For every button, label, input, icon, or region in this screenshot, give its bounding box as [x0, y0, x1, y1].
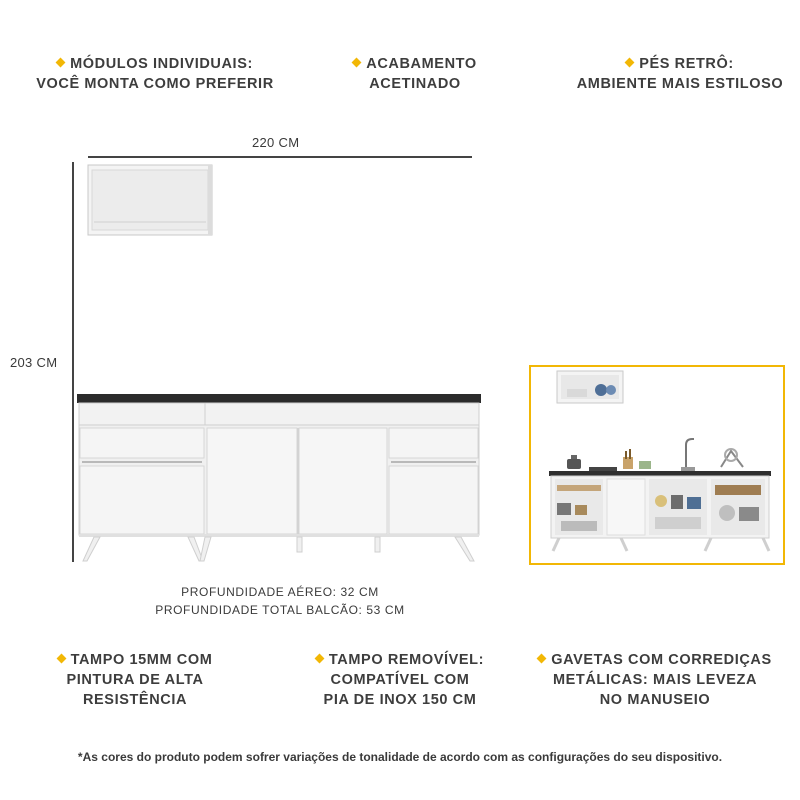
ambient-photo	[529, 365, 785, 565]
feature-tampo-removivel-line-2: COMPATÍVEL COM	[330, 672, 470, 688]
feature-modulos-line-2: VOCÊ MONTA COMO PREFERIR	[36, 76, 274, 92]
feature-gavetas-line-1: GAVETAS COM CORREDIÇAS	[551, 652, 772, 668]
feature-tampo-15mm-line-2: PINTURA DE ALTA	[66, 672, 204, 688]
feature-acabamento-line-1: ACABAMENTO	[366, 56, 477, 72]
wall-cabinet	[88, 165, 212, 235]
diamond-bullet-icon	[537, 654, 547, 664]
retro-legs	[83, 537, 474, 561]
door-right	[299, 428, 387, 534]
color-disclaimer: *As cores do produto podem sofrer variações de tonalidade de acordo com as configurações do seu dispositivo.	[77, 750, 723, 764]
feature-tampo-15mm	[30, 650, 240, 710]
feature-modulos-line-1: MÓDULOS INDIVIDUAIS:	[70, 56, 253, 72]
drawer-right-top	[389, 428, 478, 458]
depth-info	[130, 583, 430, 619]
feature-tampo-removivel-line-1: TAMPO REMOVÍVEL:	[328, 652, 485, 668]
feature-tampo-15mm-line-3: RESISTÊNCIA	[82, 692, 188, 708]
width-label: 220 CM	[252, 135, 300, 150]
drawer-right-bottom	[389, 466, 478, 534]
diamond-bullet-icon	[314, 654, 324, 664]
door-left	[207, 428, 297, 534]
feature-tampo-15mm-line-1: TAMPO 15MM COM	[70, 652, 213, 668]
drawer-left-top	[80, 428, 204, 458]
feature-gavetas-line-2: METÁLICAS: MAIS LEVEZA	[552, 672, 758, 688]
depth-balcao: PROFUNDIDADE TOTAL BALCÃO: 53 CM	[155, 603, 405, 617]
ambient-photo-illustration	[531, 367, 783, 563]
feature-pes-retro-line-1: PÉS RETRÔ:	[639, 56, 734, 72]
diamond-bullet-icon	[56, 654, 66, 664]
height-label: 203 CM	[10, 355, 58, 370]
depth-aereo: PROFUNDIDADE AÉREO: 32 CM	[181, 585, 379, 599]
feature-tampo-removivel-line-3: PIA DE INOX 150 CM	[323, 692, 477, 708]
feature-acabamento-line-2: ACETINADO	[369, 76, 461, 92]
base-cabinet	[77, 394, 481, 537]
feature-tampo-removivel	[290, 650, 510, 710]
feature-gavetas	[520, 650, 790, 710]
countertop	[77, 394, 481, 403]
feature-gavetas-line-3: NO MANUSEIO	[599, 692, 711, 708]
feature-pes-retro-line-2: AMBIENTE MAIS ESTILOSO	[576, 76, 784, 92]
drawer-left-bottom	[80, 466, 204, 534]
